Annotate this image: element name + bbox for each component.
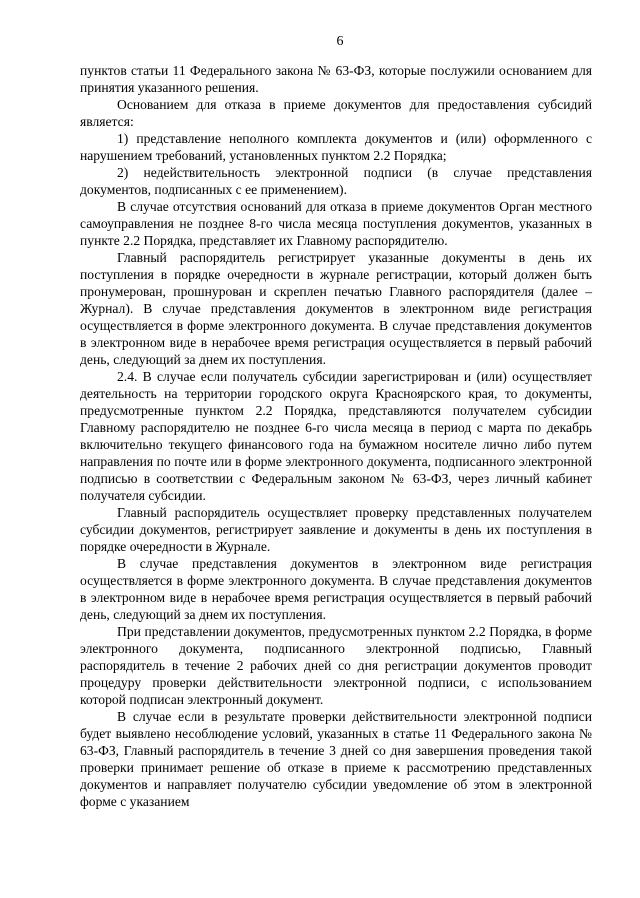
- paragraph: пунктов статьи 11 Федерального закона № 63-ФЗ, которые послужили основанием для принятия указанного решения.: [80, 63, 592, 95]
- document-page: [80, 34, 592, 810]
- paragraph: 2.4. В случае если получатель субсидии зарегистрирован и (или) осуществляет деятельность на территории городского округа Красноярского края, то документы, предусмотренные пунктом 2.2 Порядка, представляются получателем субсидии Главному распорядителю не позднее 6-го числа месяца в период с марта по декабрь включительно текущего финансового года на бумажном носителе лично либо путем направления по почте или в форме электронного документа, подписанного электронной подписью в соответствии с Федеральным законом № 63-ФЗ, через личный кабинет получателя субсидии.: [80, 369, 592, 503]
- paragraph: В случае представления документов в электронном виде регистрация осуществляется в форме электронного документа. В случае представления документов в электронном виде в нерабочее время регистрация осуществляется в первый рабочий день, следующий за днем их поступления.: [80, 556, 592, 622]
- document-body: [80, 62, 592, 810]
- page-number: 6: [336, 34, 344, 49]
- paragraph: При представлении документов, предусмотренных пунктом 2.2 Порядка, в форме электронного документа, подписанного электронной подписью, Главный распорядитель в течение 2 рабочих дней со дня регистрации документов проводит процедуру проверки действительности электронной подписи, с использованием которой подписан электронный документ.: [80, 624, 592, 707]
- paragraph: Главный распорядитель регистрирует указанные документы в день их поступления в порядке очередности в журнале регистрации, который должен быть пронумерован, прошнурован и скреплен печатью Главного распорядителя (далее – Журнал). В случае представления документов в электронном виде регистрация осуществляется в форме электронного документа. В случае представления документов в электронном виде в нерабочее время регистрация осуществляется в первый рабочий день, следующий за днем их поступления.: [80, 250, 592, 367]
- paragraph: В случае отсутствия оснований для отказа в приеме документов Орган местного самоуправления не позднее 8-го числа месяца поступления документов, указанных в пункте 2.2 Порядка, представляет их Главному распорядителю.: [80, 199, 592, 248]
- paragraph: Основанием для отказа в приеме документов для предоставления субсидий является:: [80, 97, 592, 129]
- paragraph: 2) недействительность электронной подписи (в случае представления документов, подписанных с ее применением).: [80, 165, 592, 197]
- paragraph: Главный распорядитель осуществляет проверку представленных получателем субсидии документов, регистрирует заявление и документы в день их поступления в порядке очередности в Журнале.: [80, 505, 592, 554]
- paragraph: 1) представление неполного комплекта документов и (или) оформленного с нарушением требований, установленных пунктом 2.2 Порядка;: [80, 131, 592, 163]
- paragraph: В случае если в результате проверки действительности электронной подписи будет выявлено несоблюдение условий, указанных в статье 11 Федерального закона № 63-ФЗ, Главный распорядитель в течение 3 дней со дня завершения проведения такой проверки принимает решение об отказе в приеме к рассмотрению представленных документов и направляет получателю субсидии уведомление об этом в электронной форме с указанием: [80, 709, 592, 809]
